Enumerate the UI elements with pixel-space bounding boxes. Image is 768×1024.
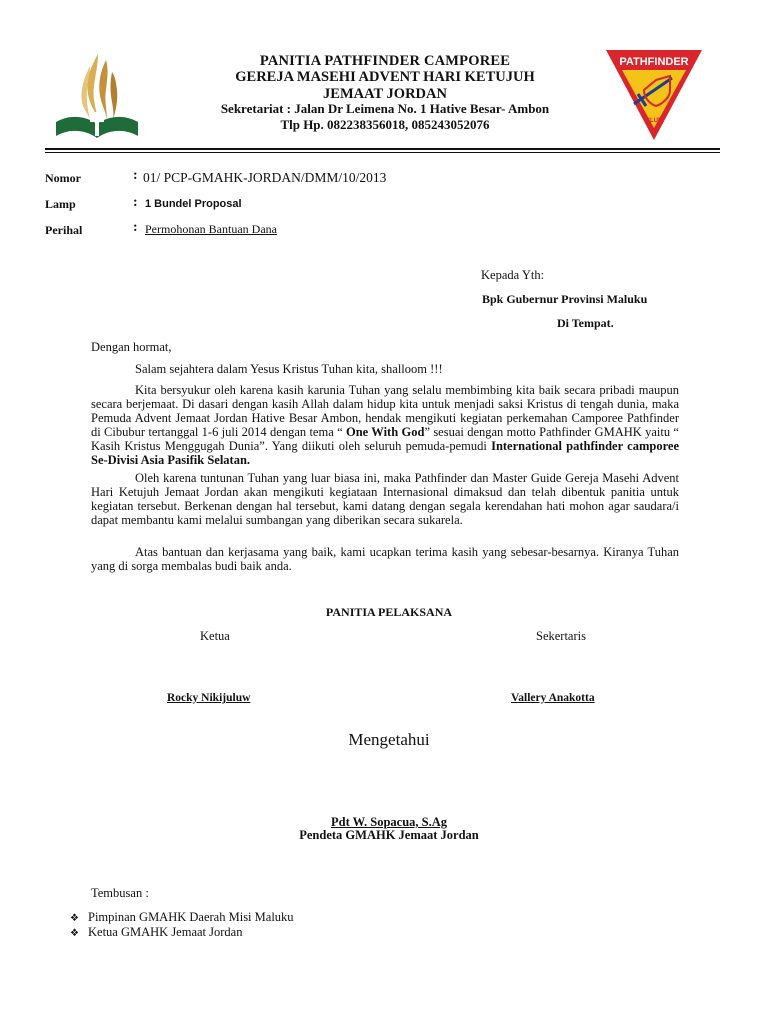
acknowledge-heading: Mengetahui [348, 730, 430, 749]
church-name: GEREJA MASEHI ADVENT HARI KETUJUH [235, 69, 535, 85]
flame-icon [81, 54, 117, 120]
event-name: International pathfinder camporee Se-Divisi Asia Pasifik Selatan. [91, 439, 679, 467]
pastor-name: Pdt W. Sopacua, S.Ag [330, 815, 447, 829]
greeting: Dengan hormat, [91, 340, 172, 354]
lamp-value: 1 Bundel Proposal [145, 198, 242, 210]
paragraph-1 [91, 383, 679, 467]
pastor-title: Pendeta GMAHK Jemaat Jordan [299, 828, 479, 842]
congregation-name: JEMAAT JORDAN [323, 86, 447, 102]
paragraph-3-text: Atas bantuan dan kerjasama yang baik, kami ucapkan terima kasih yang sebesar-besarnya. Kiranya Tuhan yang di sorga membalas budi baik anda. [91, 545, 679, 573]
header-divider-thick [45, 148, 720, 150]
paragraph-3 [91, 545, 679, 573]
cc-item-text: Ketua GMAHK Jemaat Jordan [88, 925, 243, 939]
chair-title: Ketua [200, 629, 230, 643]
secretary-name: Vallery Anakotta [511, 692, 595, 704]
secretariat-address: Sekretariat : Jalan Dr Leimena No. 1 Hative Besar- Ambon [220, 101, 550, 116]
church-logo [52, 50, 142, 142]
paragraph-1-text-a: Kita bersyukur oleh karena kasih karunia Tuhan yang selalu membimbing kita baik secara pribadi maupun secara berjemaat. Di dasari dengan kasih Allah dalam hidup kita untuk menjadi saksi Kristus di tengah dunia, maka Pemuda Advent Jemaat Jordan Hative Besar Ambon, hendak mengikuti kegiatan perkemahan Camporee Pathfinder di Cibubur tertanggal 1-6 juli 2014 dengan tema “ [91, 383, 679, 439]
salutation: Salam sejahtera dalam Yesus Kristus Tuhan kita, shalloom !!! [135, 362, 443, 376]
diamond-bullet-icon: ❖ [70, 913, 79, 924]
nomor-value: 01/ PCP-GMAHK-JORDAN/DMM/10/2013 [143, 170, 387, 185]
phone-numbers: Tlp Hp. 082238356018, 085243052076 [280, 117, 490, 132]
theme-text: One With God [345, 425, 425, 439]
cc-item [70, 925, 242, 940]
nomor-label: Nomor [45, 171, 81, 185]
diamond-bullet-icon: ❖ [70, 928, 79, 939]
chair-name: Rocky Nikijuluw [167, 692, 251, 704]
perihal-label: Perihal [45, 223, 83, 237]
paragraph-2 [91, 471, 679, 527]
paragraph-1-text-b: ” sesuai dengan motto Pathfinder GMAHK yaitu “ Kasih Kristus Menggugah Dunia”. Yang diikuti oleh seluruh pemuda-pemudi [91, 425, 679, 453]
cc-item [70, 910, 294, 925]
recipient-place: Di Tempat. [557, 316, 614, 330]
org-name: PANITIA PATHFINDER CAMPOREE [259, 53, 511, 69]
perihal-colon: : [133, 220, 138, 235]
badge-club-text: CLUB [645, 118, 663, 124]
header-divider-thin [45, 152, 720, 153]
nomor-colon: : [133, 168, 138, 183]
secretary-title: Sekertaris [536, 629, 586, 643]
recipient-to: Kepada Yth: [481, 268, 545, 282]
recipient-name: Bpk Gubernur Provinsi Maluku [482, 292, 648, 306]
cc-item-text: Pimpinan GMAHK Daerah Misi Maluku [88, 910, 294, 924]
badge-text: PATHFINDER [619, 56, 689, 68]
committee-title: PANITIA PELAKSANA [325, 605, 453, 619]
perihal-value: Permohonan Bantuan Dana [145, 222, 277, 236]
lamp-label: Lamp [45, 197, 76, 211]
paragraph-2-text: Oleh karena tuntunan Tuhan yang luar biasa ini, maka Pathfinder dan Master Guide Gereja Masehi Advent Hari Ketujuh Jemaat Jordan akan mengikuti kegiataan Internasional dimaksud dan telah dibentuk panitia untuk kegiatan tersebut. Berkenan dengan hal tersebut, kami datang dengan segala kerendahan hati mohon agar saudara/i dapat membantu kami melalui sumbangan yang diberikan secara sukarela. [91, 471, 679, 527]
pathfinder-badge [604, 44, 704, 144]
cc-label: Tembusan : [91, 886, 149, 900]
lamp-colon: : [133, 195, 138, 210]
